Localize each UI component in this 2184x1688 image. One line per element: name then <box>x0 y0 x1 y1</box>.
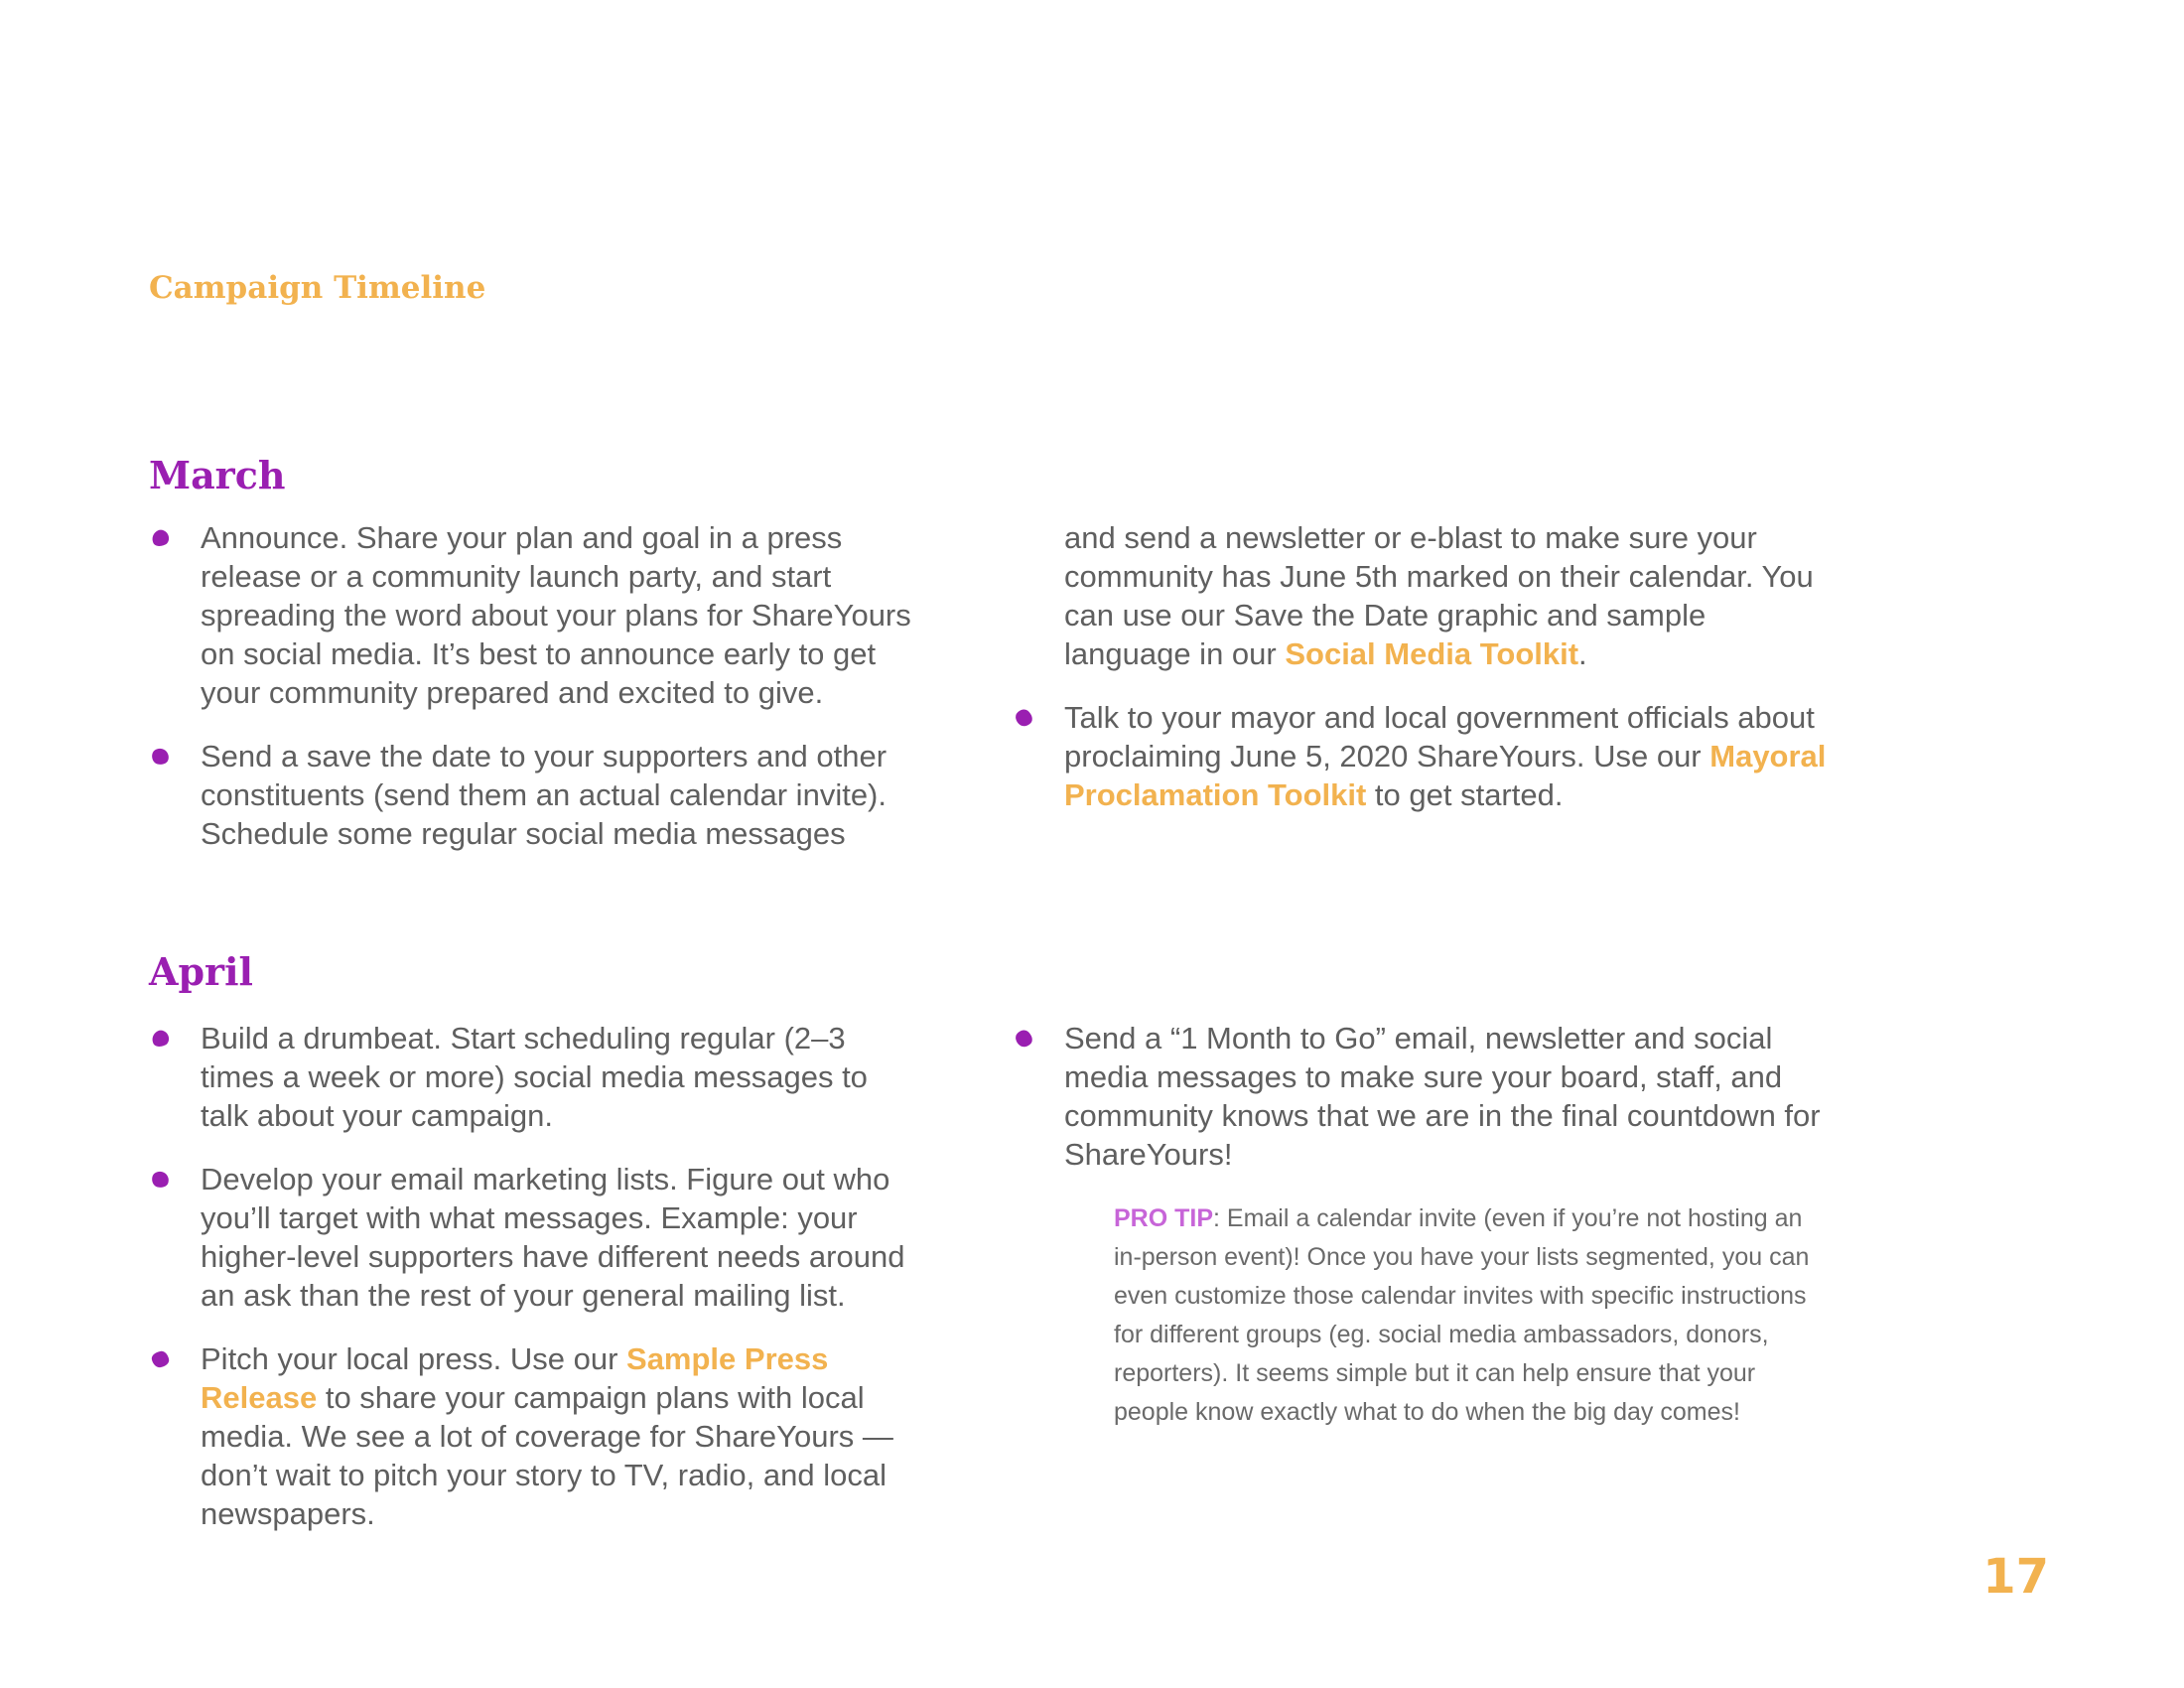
purple-blob-icon <box>151 1350 171 1369</box>
march-heading: March <box>149 453 286 497</box>
list-item-text: Send a “1 Month to Go” email, newsletter and social media messages to make sure your board, staff, and community knows that we are in the final countdown for ShareYours! <box>1064 1021 1821 1172</box>
social-media-toolkit-link[interactable]: Social Media Toolkit <box>1285 636 1579 671</box>
list-item <box>1013 1019 1837 1174</box>
pro-tip-label: PRO TIP <box>1114 1204 1214 1232</box>
april-left-column <box>149 1019 923 1558</box>
purple-blob-icon <box>149 1028 171 1050</box>
list-item-text: Send a save the date to your supporters and other constituents (send them an actual calendar invite). Schedule some regular social media messages <box>201 739 887 851</box>
april-heading: April <box>149 949 253 994</box>
april-list <box>149 1019 923 1533</box>
april-list-continued <box>1013 1019 1837 1174</box>
sample-press-release-link[interactable]: Sample Press Release <box>201 1341 829 1415</box>
march-right-column <box>1013 518 1837 839</box>
continuation-text: and send a newsletter or e-blast to make sure your community has June 5th marked on their calendar. You can use our Save the Date graphic and sample language in our <box>1064 520 1814 671</box>
continuation-end: . <box>1578 636 1587 671</box>
purple-blob-icon <box>149 527 171 549</box>
mayoral-proclamation-toolkit-link[interactable]: Mayoral Proclamation Toolkit <box>1064 739 1827 812</box>
march-list-continued <box>1013 698 1837 814</box>
purple-blob-icon <box>150 747 171 767</box>
list-item <box>149 737 923 853</box>
purple-blob-icon <box>1013 706 1035 729</box>
march-left-column <box>149 518 923 878</box>
list-item-text: Build a drumbeat. Start scheduling regular (2–3 times a week or more) social media messages to talk about your campaign. <box>201 1021 868 1133</box>
list-item-text: Announce. Share your plan and goal in a press release or a community launch party, and start spreading the word about your plans for ShareYours on social media. It’s best to announce early to get your community prepared and excited to give. <box>201 520 911 710</box>
list-item-continuation <box>1064 518 1837 673</box>
list-item-text-end: to get started. <box>1366 777 1564 812</box>
list-item-text: Talk to your mayor and local government officials about proclaiming June 5, 2020 ShareYours. Use our <box>1064 700 1815 774</box>
list-item <box>149 1019 923 1135</box>
april-right-column <box>1013 1019 1837 1432</box>
list-item <box>149 1160 923 1315</box>
running-title: Campaign Timeline <box>149 270 486 306</box>
list-item <box>149 518 923 712</box>
purple-blob-icon <box>150 1170 171 1190</box>
list-item-text-end: to share your campaign plans with local media. We see a lot of coverage for ShareYours — don’t wait to pitch your story to TV, radio, and local newspapers. <box>201 1380 893 1531</box>
list-item <box>1013 698 1837 814</box>
list-item-text: Pitch your local press. Use our <box>201 1341 627 1376</box>
purple-blob-icon <box>1013 1027 1035 1050</box>
list-item-text: Develop your email marketing lists. Figure out who you’ll target with what messages. Example: your higher-level supporters have different needs around an ask than the rest of your general mailing list. <box>201 1162 905 1313</box>
page-number: 17 <box>1982 1549 2049 1605</box>
march-list <box>149 518 923 853</box>
pro-tip <box>1114 1199 1829 1432</box>
pro-tip-text: : Email a calendar invite (even if you’re not hosting an in-person event)! Once you have your lists segmented, you can even customize those calendar invites with specific instructions for different groups (eg. social media ambassadors, donors, reporters). It seems simple but it can help ensure that your people know exactly what to do when the big day comes! <box>1114 1204 1810 1426</box>
list-item <box>149 1339 923 1533</box>
